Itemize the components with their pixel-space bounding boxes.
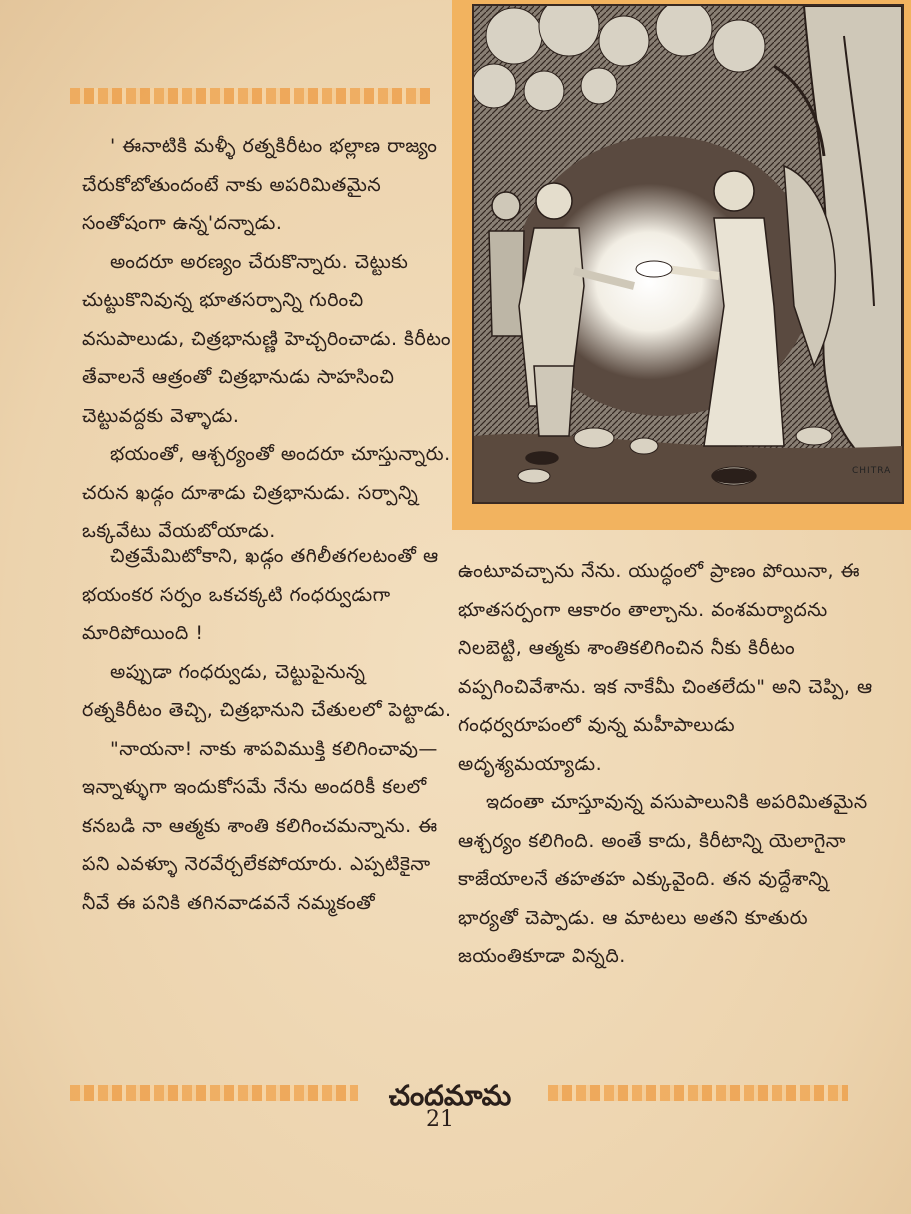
paragraph: చిత్రమేమిటోకాని, ఖడ్గం తగిలీతగలటంతో ఆ భయంకర సర్పం ఒకచక్కటి గంధర్వుడుగా మారిపోయింది !	[82, 545, 439, 644]
right-column	[458, 552, 878, 976]
illustrator-signature: CHITRA	[852, 466, 892, 476]
magazine-title: చందమామ	[388, 1079, 512, 1112]
paragraph: ' ఈనాటికి మళ్ళీ రత్నకిరీటం భల్లాణ రాజ్యం చేరుకోబోతుందంటే నాకు అపరిమితమైన సంతోషంగా ఉన్న'దన్నాడు.	[82, 135, 438, 234]
decorative-strip-footer-left	[70, 1085, 358, 1101]
decorative-strip-top	[70, 88, 430, 104]
paragraph: భయంతో, ఆశ్చర్యంతో అందరూ చూస్తున్నారు. చరున ఖడ్గం దూశాడు చిత్రభానుడు. సర్పాన్ని ఒక్కవేటు వేయబోయాడు.	[82, 443, 451, 542]
illustration-drawing	[474, 6, 902, 502]
left-column-top	[82, 127, 452, 551]
paragraph: ఉంటూవచ్చాను నేను. యుద్ధంలో ప్రాణం పోయినా, ఈ భూతసర్పంగా ఆకారం తాల్చాను. వంశమర్యాదను నిలబెట్టి, ఆత్మకు శాంతికలిగించిన నీకు కిరీటం వప్పగించివేశాను. ఇక నాకేమీ చింతలేదు" అని చెప్పి, ఆ గంధర్వరూపంలో వున్న మహీపాలుడు అదృశ్యమయ్యాడు.	[458, 560, 873, 775]
decorative-strip-footer-right	[548, 1085, 848, 1101]
illustration	[472, 4, 904, 504]
page-number: 21	[426, 1107, 454, 1132]
paragraph: అప్పుడా గంధర్వుడు, చెట్టుపైనున్న రత్నకిరీటం తెచ్చి, చిత్రభానుని చేతులలో పెట్టాడు.	[82, 660, 452, 721]
left-column-bottom	[82, 537, 452, 922]
paragraph: ఇదంతా చూస్తూవున్న వసుపాలునికి అపరిమితమైన ఆశ్చర్యం కలిగింది. అంతే కాదు, కిరీటాన్ని యెలాగైనా కాజేయాలనే తహతహ ఎక్కువైంది. తన వుద్దేశాన్ని భార్యతో చెప్పాడు. ఆ మాటలు అతని కూతురు జయంతికూడా విన్నది.	[458, 791, 868, 967]
paragraph: అందరూ అరణ్యం చేరుకొన్నారు. చెట్టుకు చుట్టుకొనివున్న భూతసర్పాన్ని గురించి వసుపాలుడు, చిత్రభానుణ్ణి హెచ్చరించాడు. కిరీటం తేవాలనే ఆత్రంతో చిత్రభానుడు సాహసించి చెట్టువద్దకు వెళ్ళాడు.	[82, 250, 452, 427]
paragraph: "నాయనా! నాకు శాపవిముక్తి కలిగించావు—ఇన్నాళ్ళుగా ఇందుకోసమే నేను అందరికీ కలలో కనబడి నా ఆత్మకు శాంతి కలిగించమన్నాను. ఈ పని ఎవళ్ళూ నెరవేర్చలేకపోయారు. ఎప్పటికైనా నీవే ఈ పనికి తగినవాడవనే నమ్మకంతో	[82, 737, 438, 914]
